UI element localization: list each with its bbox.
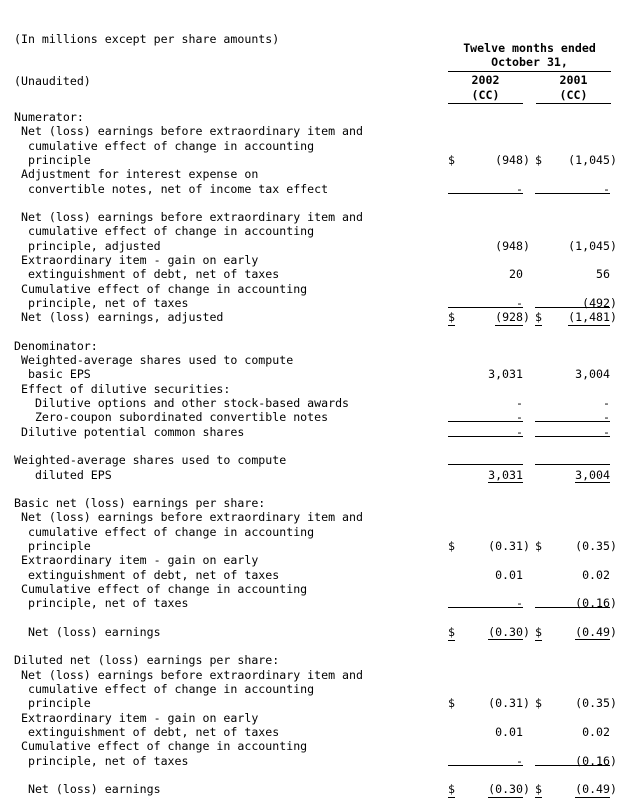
row-label: principle, net of taxes: [14, 753, 189, 768]
currency-symbol: $: [448, 152, 455, 167]
row-label: principle: [14, 696, 91, 711]
value-ink: (1,045: [568, 152, 611, 167]
value-paren-close: ): [523, 696, 530, 711]
row-label: Numerator:: [14, 110, 84, 124]
value-text: [603, 410, 610, 424]
value-text: [488, 468, 523, 482]
currency-symbol: $: [448, 310, 455, 325]
column-header-year-2002: 2002: [471, 72, 500, 87]
statement-row: [0, 310, 631, 324]
value-ink: -: [516, 181, 523, 196]
value-ink: (1,045: [568, 238, 611, 253]
row-label: principle, net of taxes: [14, 295, 189, 310]
value-paren-close: ): [523, 624, 530, 639]
currency-symbol: $: [535, 310, 542, 325]
row-spacer: [0, 325, 631, 339]
column-gap: [523, 73, 536, 87]
value-text: [488, 625, 530, 639]
row-spacer: [0, 639, 631, 653]
value-ink: 0.02: [582, 724, 610, 739]
value-cell-2002: [448, 568, 523, 582]
row-label: Adjustment for interest expense on: [14, 167, 259, 182]
preamble: [14, 3, 279, 117]
value-ink: (0.16: [575, 596, 611, 611]
column-header-title-line2: October 31,: [491, 55, 568, 70]
row-spacer: [0, 196, 631, 210]
value-paren-close: ): [610, 596, 617, 611]
value-ink: -: [516, 396, 523, 410]
statement-row: [0, 110, 631, 124]
column-gap: [523, 103, 536, 104]
column-header-basis-2001: (CC): [559, 87, 588, 102]
statement-row: [0, 525, 631, 539]
statement-row: [0, 124, 631, 138]
value-ink: 56: [596, 267, 610, 282]
row-label: Extraordinary item - gain on early: [14, 710, 259, 725]
statement-row: [0, 782, 631, 796]
value-ink: (0.30: [488, 782, 524, 797]
value-ink: -: [516, 753, 523, 768]
value-cell-2002: [448, 596, 523, 610]
row-label: Basic net (loss) earnings per share:: [14, 496, 266, 511]
currency-symbol: $: [535, 782, 542, 797]
value-ink: (0.49: [575, 782, 611, 797]
row-label: convertible notes, net of income tax effect: [14, 181, 329, 196]
value-ink: (492: [582, 295, 611, 310]
statement-row: [0, 139, 631, 153]
statement-row: [0, 182, 631, 196]
column-header-basis: [448, 88, 611, 102]
value-paren-close: ): [523, 238, 530, 253]
row-label: principle, adjusted: [14, 238, 161, 253]
statement-row: [0, 339, 631, 353]
value-ink: 3,004: [575, 367, 610, 382]
row-label: extinguishment of debt, net of taxes: [14, 567, 280, 582]
statement-row: [0, 267, 631, 281]
value-paren-close: ): [610, 539, 617, 553]
row-spacer: [0, 439, 631, 453]
currency-symbol: $: [535, 152, 542, 167]
row-label: Cumulative effect of change in accounting: [14, 739, 308, 754]
value-cell-2001: [535, 624, 617, 639]
value-ink: 3,031: [488, 367, 523, 382]
row-label: Denominator:: [14, 338, 98, 353]
statement-row: [0, 239, 631, 253]
value-ink: (0.16: [575, 753, 611, 768]
row-label: cumulative effect of change in accounting: [14, 138, 315, 153]
statement-row: [0, 468, 631, 482]
row-label: Dilutive options and other stock-based awards: [14, 396, 350, 410]
value-cell-2002: [448, 267, 523, 281]
preamble-line-units: (In millions except per share amounts): [14, 31, 280, 46]
row-label: cumulative effect of change in accounting: [14, 524, 315, 539]
value-paren-close: ): [523, 782, 530, 797]
value-text: [488, 782, 530, 796]
currency-symbol: $: [535, 696, 542, 711]
statement-row: [0, 596, 631, 610]
statement-row: [0, 568, 631, 582]
column-header-title-line1: Twelve months ended: [463, 41, 596, 55]
value-text: [596, 267, 610, 281]
value-ink: 0.01: [495, 724, 523, 739]
value-ink: (0.35: [575, 696, 611, 711]
value-paren-close: ): [610, 753, 617, 768]
statement-row: [0, 625, 631, 639]
value-cell-2001: [535, 782, 617, 797]
row-label: principle: [14, 152, 91, 167]
statement-row: [0, 725, 631, 739]
statement-row: [0, 682, 631, 696]
statement-row: [0, 739, 631, 753]
row-label: Cumulative effect of change in accounting: [14, 581, 308, 596]
value-ink: 0.01: [495, 567, 523, 582]
value-text: [488, 696, 530, 710]
row-label: cumulative effect of change in accounting: [14, 224, 315, 239]
value-cell-2001: [535, 152, 617, 167]
value-text: [582, 725, 610, 739]
row-spacer: [0, 768, 631, 782]
value-cell-2002: [448, 696, 530, 711]
statement-row: [0, 496, 631, 510]
value-text: [488, 367, 523, 381]
value-text: [509, 267, 523, 281]
row-label: Dilutive potential common shares: [14, 424, 245, 439]
value-text: [568, 239, 617, 253]
value-ink: (0.35: [575, 539, 611, 553]
statement-row: [0, 210, 631, 224]
value-text: [495, 725, 523, 739]
row-label: Weighted-average shares used to compute: [14, 353, 294, 368]
value-text: [575, 468, 610, 482]
value-cell-2001: [535, 725, 610, 739]
row-label: basic EPS: [14, 367, 91, 382]
row-label: Net (loss) earnings: [14, 782, 161, 797]
value-cell-2002: [448, 782, 530, 797]
currency-symbol: $: [448, 782, 455, 797]
column-header-years: [448, 73, 611, 87]
row-label: Net (loss) earnings, adjusted: [14, 310, 224, 325]
value-cell-2002: [448, 152, 530, 167]
value-text: [495, 153, 530, 167]
subtotal-rule: [448, 307, 523, 308]
statement-row: [0, 296, 631, 310]
statement-row: [0, 167, 631, 181]
currency-symbol: $: [448, 624, 455, 639]
row-label: Diluted net (loss) earnings per share:: [14, 653, 280, 668]
row-label: Extraordinary item - gain on early: [14, 253, 259, 267]
value-paren-close: ): [523, 310, 530, 325]
value-cell-2001: [535, 182, 610, 196]
value-ink: 3,004: [575, 467, 610, 482]
value-cell-2001: [535, 568, 610, 582]
value-text: [495, 239, 530, 253]
value-text: [582, 296, 617, 310]
currency-symbol: $: [448, 696, 455, 711]
preamble-line-audit: (Unaudited): [14, 74, 91, 89]
value-paren-close: ): [610, 238, 617, 253]
statement-row: [0, 539, 631, 553]
statement-row: [0, 510, 631, 524]
subtotal-rule: [448, 464, 523, 465]
row-label: Extraordinary item - gain on early: [14, 553, 259, 568]
value-cell-2001: [535, 310, 617, 325]
value-paren-close: ): [610, 152, 617, 167]
value-text: [516, 410, 523, 424]
value-text: [495, 568, 523, 582]
statement-row: [0, 353, 631, 367]
row-label: Net (loss) earnings: [14, 624, 161, 639]
value-cell-2002: [448, 182, 523, 196]
value-text: [575, 625, 617, 639]
value-text: [603, 182, 610, 196]
value-text: [495, 310, 530, 324]
row-label: Effect of dilutive securities:: [14, 381, 231, 396]
value-cell-2001: [535, 410, 610, 424]
row-label: Net (loss) earnings before extraordinary item and: [14, 510, 364, 525]
header-rule-2001: [536, 103, 611, 104]
statement-row: [0, 410, 631, 424]
value-cell-2002: [448, 310, 530, 325]
value-text: [516, 296, 523, 310]
statement-row: [0, 367, 631, 381]
value-paren-close: ): [610, 310, 617, 325]
value-cell-2002: [448, 425, 523, 439]
value-cell-2002: [448, 624, 530, 639]
value-text: [516, 596, 523, 610]
value-ink: (928: [495, 310, 524, 325]
value-ink: (0.31: [488, 539, 524, 553]
statement-row: [0, 668, 631, 682]
subtotal-rule: [535, 464, 610, 465]
value-cell-2002: [448, 539, 530, 553]
value-ink: -: [603, 396, 610, 410]
value-ink: -: [516, 424, 523, 439]
value-cell-2002: [448, 725, 523, 739]
statement-row: [0, 696, 631, 710]
column-gap: [523, 88, 536, 102]
value-cell-2002: [448, 468, 523, 482]
value-cell-2001: [535, 267, 610, 281]
value-ink: (948: [495, 238, 524, 253]
header-rule-full: [448, 71, 611, 72]
value-text: [568, 153, 617, 167]
value-cell-2002: [448, 296, 523, 310]
row-label: Zero-coupon subordinated convertible notes: [14, 410, 329, 425]
statement-row: [0, 453, 631, 467]
currency-symbol: $: [448, 539, 455, 553]
row-label: extinguishment of debt, net of taxes: [14, 724, 280, 739]
value-paren-close: ): [523, 539, 530, 553]
value-cell-2001: [535, 367, 610, 381]
value-paren-close: ): [610, 295, 617, 310]
value-ink: (0.30: [488, 624, 524, 639]
value-ink: -: [603, 181, 610, 196]
value-text: [516, 182, 523, 196]
row-label: principle: [14, 539, 91, 553]
value-cell-2001: [535, 596, 617, 611]
header-rule-2002: [448, 103, 523, 104]
value-cell-2001: [535, 396, 610, 410]
value-ink: -: [603, 424, 610, 439]
value-cell-2001: [535, 696, 617, 711]
value-paren-close: ): [523, 152, 530, 167]
statement-row: [0, 253, 631, 267]
value-cell-2002: [448, 238, 530, 253]
statement-row: [0, 425, 631, 439]
statement-row: [0, 711, 631, 725]
header-rule-pair: [448, 103, 611, 104]
value-ink: 0.02: [582, 567, 610, 582]
value-cell-2001: [535, 295, 617, 310]
value-text: [575, 367, 610, 381]
value-cell-2002: [448, 396, 523, 410]
value-ink: -: [603, 410, 610, 425]
column-header: [448, 41, 611, 104]
value-text: [568, 310, 617, 324]
currency-symbol: $: [535, 624, 542, 639]
value-text: [603, 396, 610, 410]
value-ink: (0.31: [488, 696, 524, 711]
value-text: [488, 539, 530, 553]
statement-row: [0, 553, 631, 567]
value-paren-close: ): [610, 624, 617, 639]
row-spacer: [0, 482, 631, 496]
value-text: [603, 425, 610, 439]
row-label: cumulative effect of change in accounting: [14, 682, 315, 696]
value-paren-close: ): [610, 696, 617, 711]
value-cell-2001: [535, 468, 610, 482]
value-text: [575, 539, 617, 553]
statement-row: [0, 653, 631, 667]
row-label: principle, net of taxes: [14, 596, 189, 611]
statement-row: [0, 382, 631, 396]
statement-row: [0, 582, 631, 596]
value-cell-2001: [535, 238, 617, 253]
value-text: [516, 425, 523, 439]
row-label: Cumulative effect of change in accounting: [14, 281, 308, 296]
row-spacer: [0, 611, 631, 625]
value-text: [575, 596, 617, 610]
row-label: Net (loss) earnings before extraordinary item and: [14, 124, 364, 139]
value-text: [582, 568, 610, 582]
row-label: diluted EPS: [14, 467, 112, 482]
value-text: [575, 782, 617, 796]
statement-row: [0, 282, 631, 296]
statement-row: [0, 224, 631, 238]
row-label: Net (loss) earnings before extraordinary item and: [14, 210, 364, 225]
value-ink: -: [516, 596, 523, 611]
statement-row: [0, 153, 631, 167]
value-ink: 3,031: [488, 467, 523, 482]
column-header-year-2001: 2001: [559, 72, 588, 87]
value-ink: -: [516, 295, 523, 310]
value-paren-close: ): [610, 782, 617, 797]
subtotal-rule: [535, 307, 610, 308]
value-ink: -: [516, 410, 523, 425]
row-label: Weighted-average shares used to compute: [14, 453, 287, 468]
value-cell-2001: [535, 539, 617, 553]
statement-row: [0, 396, 631, 410]
value-text: [516, 396, 523, 410]
value-ink: (1,481: [568, 310, 611, 325]
currency-symbol: $: [535, 539, 542, 553]
value-text: [575, 696, 617, 710]
value-cell-2001: [535, 425, 610, 439]
value-cell-2002: [448, 367, 523, 381]
row-label: extinguishment of debt, net of taxes: [14, 267, 280, 282]
column-header-basis-2002: (CC): [471, 87, 500, 102]
row-label: Net (loss) earnings before extraordinary item and: [14, 667, 364, 682]
value-ink: 20: [509, 267, 523, 282]
value-cell-2002: [448, 410, 523, 424]
value-ink: (948: [495, 152, 524, 167]
value-ink: (0.49: [575, 624, 611, 639]
